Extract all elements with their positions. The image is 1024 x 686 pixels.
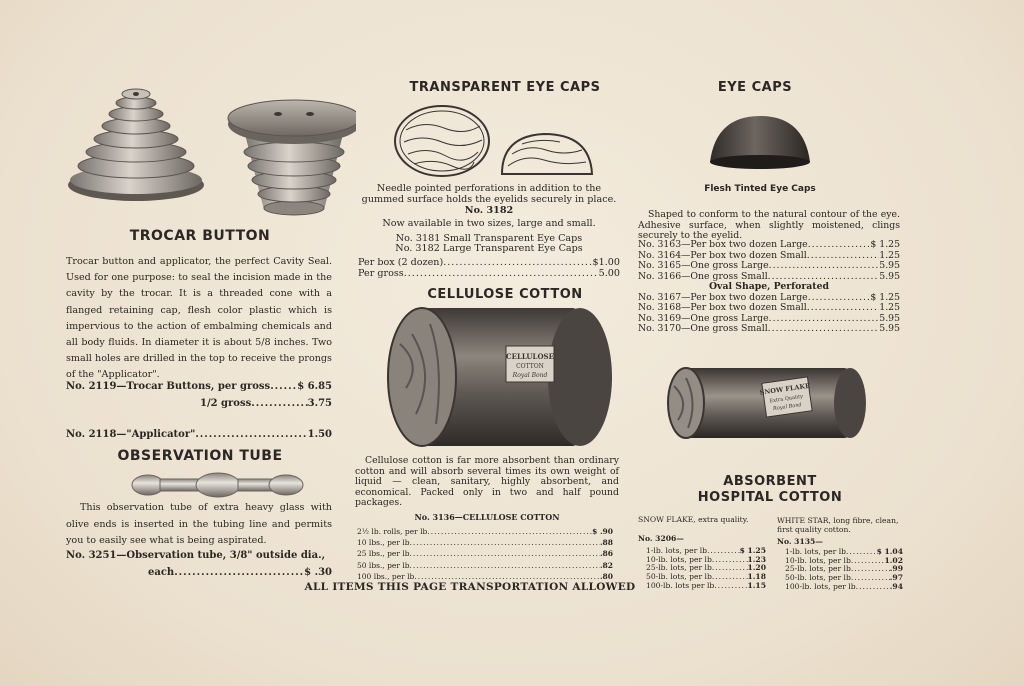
transparent-description: Needle pointed perforations in addition to the gummed surface holds the eyelids securely in place. [361,183,617,205]
transparent-small: No. 3181 Small Transparent Eye Caps [395,233,583,244]
transparent-price-box: Per box (2 dozen) ..... $1.00 [358,257,620,269]
absorbent-title [680,474,860,506]
cellulose-label-line2: COTTON [516,363,544,370]
whitestar-price-list [777,548,903,591]
snowflake-price-row: 25-lb. lots, per lb ..... 1.20 [646,564,766,573]
cellulose-price-list [357,526,613,582]
whitestar-heading: WHITE STAR, long fibre, clean, first quality cotton. [777,516,899,535]
cellulose-label-line1: CELLULOSE [506,352,554,361]
trocar-button-illustration [66,80,356,220]
cellulose-number: No. 3136—CELLULOSE COTTON [414,512,560,522]
snowflake-price-row: 10-lb. lots, per lb ..... 1.23 [646,556,766,565]
cellulose-title: CELLULOSE COTTON [427,287,583,302]
eyecaps-oval-price-row: No. 3170—One gross Small ..... 5.95 [638,324,900,335]
observation-price: each ..... $ .30 [148,565,332,581]
absorbent-cotton-roll-illustration [664,362,868,446]
trocar-title: TROCAR BUTTON [129,228,271,244]
observation-line: No. 3251—Observation tube, 3/8" outside dia., [66,550,326,561]
whitestar-price-row: 25-lb. lots, per lb ..... .99 [785,565,903,574]
transparent-sizes-note: Now available in two sizes, large and small. [382,218,596,229]
eyecaps-title: EYE CAPS [717,80,793,95]
cellulose-price-row: 50 lbs., per lb ..... .82 [357,560,613,571]
price-line-2118: No. 2118—"Applicator" ..... 1.50 [66,427,332,443]
whitestar-price-row: 50-lb. lots, per lb ..... .97 [785,574,903,583]
eyecaps-oval-price-row: No. 3169—One gross Large ..... 5.95 [638,314,900,325]
snowflake-block [638,516,766,590]
snowflake-heading: SNOW FLAKE, extra quality. [638,515,749,524]
cellulose-description: Cellulose cotton is far more absorbent than ordinary cotton and will absorb several times its own weight of liquid — clean, sanitary, highly absorbent, and economical. Packed only in two and half pound packages. [355,455,619,508]
whitestar-price-row: 100-lb. lots, per lb ..... .94 [785,583,903,592]
snowflake-number: No. 3206— [638,533,684,543]
transparent-price-gross: Per gross ..... 5.00 [358,268,620,280]
absorbent-title-line1: ABSORBENT [723,474,817,489]
transparent-title: TRANSPARENT EYE CAPS [409,80,601,95]
eye-cap-illustration [706,112,812,170]
eyecaps-oval-price-row: No. 3167—Per box two dozen Large ..... $ 1.25 [638,293,900,304]
whitestar-number: No. 3135— [777,536,823,546]
cellulose-label-line3: Royal Bond [512,372,548,379]
cellulose-price-row: 25 lbs., per lb ..... .86 [357,548,613,559]
price-line-half-gross: 1/2 gross ..... 3.75 [200,396,332,412]
oval-heading: Oval Shape, Perforated [708,281,830,292]
cellulose-price-row: 2½ lb. rolls, per lb ..... $ .90 [357,526,613,537]
snowflake-price-list [638,547,766,590]
eyecaps-price-row: No. 3164—Per box two dozen Small ..... 1.25 [638,251,900,262]
eyecaps-subtitle: Flesh Tinted Eye Caps [704,184,816,194]
snowflake-price-row: 50-lb. lots, per lb ..... 1.18 [646,573,766,582]
cellulose-price-row: 10 lbs., per lb ..... .88 [357,537,613,548]
eyecaps-price-list [638,240,900,335]
absorbent-title-line2: HOSPITAL COTTON [697,490,843,505]
observation-tube-illustration [130,470,306,500]
price-line-2119: No. 2119—Trocar Buttons, per gross ..... $ 6.85 [66,379,332,395]
whitestar-price-row: 10-lb. lots, per lb ..... 1.02 [785,557,903,566]
observation-description: This observation tube of extra heavy glass with olive ends is inserted in the tubing line and permits you to easily see what is being aspirated. [66,502,332,546]
cellulose-price-row: 100 lbs., per lb ..... .80 [357,571,613,582]
transparent-large: No. 3182 Large Transparent Eye Caps [395,243,583,254]
eyecaps-description: Shaped to conform to the natural contour of the eye. Adhesive surface, when slightly moistened, clings securely to the eyelid. [638,209,900,241]
eyecaps-price-row: No. 3163—Per box two dozen Large ..... $ 1.25 [638,240,900,251]
transparent-number: No. 3182 [464,205,514,216]
snowflake-price-row: 100-lb. lots per lb ..... 1.15 [646,582,766,591]
cellulose-cotton-roll-illustration [386,304,616,450]
absorbent-label-line3: Royal Bond [772,402,803,413]
eyecaps-price-row: No. 3166—One gross Small ..... 5.95 [638,272,900,283]
transparent-eye-caps-illustration [394,100,620,184]
snowflake-price-row: 1-lb. lots, per lb ..... $ 1.25 [646,547,766,556]
footer-note: ALL ITEMS THIS PAGE TRANSPORTATION ALLOWED [304,581,636,593]
whitestar-block [777,516,903,591]
eyecaps-price-row: No. 3165—One gross Large ..... 5.95 [638,261,900,272]
absorbent-label-line1: SNOW FLAKE [759,381,811,397]
eyecaps-oval-price-row: No. 3168—Per box two dozen Small ..... 1.25 [638,303,900,314]
absorbent-label-line2: Extra Quality [769,393,804,405]
observation-title: OBSERVATION TUBE [117,448,283,464]
trocar-description: Trocar button and applicator, the perfect Cavity Seal. Used for one purpose: to seal the incision made in the cavity by the trocar. It is a threaded cone with a flanged retaining cap, flesh color plastic which is impervious to the action of embalming chemicals and all body fluids. In diameter it is about 5/8 inches. Two small holes are drilled in the top to receive the prongs of the "Applicator". [66,256,332,381]
whitestar-price-row: 1-lb. lots, per lb ..... $ 1.04 [785,548,903,557]
